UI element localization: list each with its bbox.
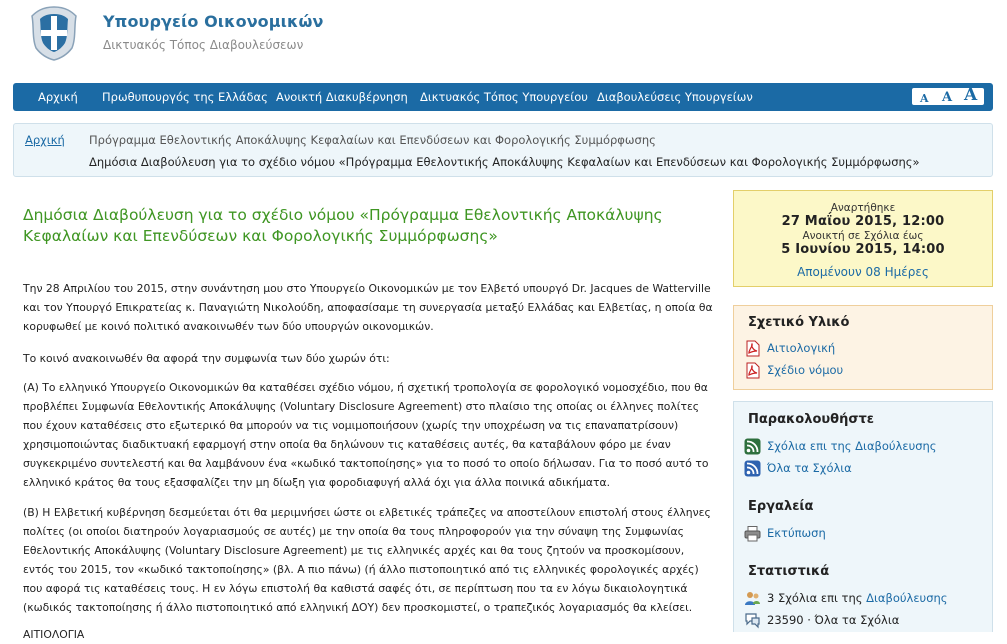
site-subtitle: Δικτυακός Τόπος Διαβουλεύσεων [103,38,304,52]
stats-all-comments-text: 23590 · Όλα τα Σχόλια [767,613,900,627]
posted-label: Αναρτήθηκε [830,202,896,214]
nav-item-ministry-site[interactable]: Δικτυακός Τόπος Υπουργείου [420,90,588,104]
article-paragraph-b: (Β) Η Ελβετική κυβέρνηση δεσμεύεται ότι θα μεριμνήσει ώστε οι ελβετικές τράπεζες να αποστείλουν επιστολή στους έλληνες πολίτες (οι οποίοι διατηρούν λογαριασμούς σε αυτές) με την οποία θα τους πληροφορούν για την σύναψη της Συμφωνίας Εθελοντικής Αποκάλυψης (Voluntary Disclosure Agreement) με τις ελληνικές αρχές και θα τους ζητούν να προσκομίσουν, εντός του 2015, τον «κωδικό τακτοποίησης» (βλ. Α πιο πάνω) (ή άλλο πιστοποιητικό από τις ελληνικές φορολογικές αρχές) που αφορά τις καταθέσεις τους. Η εν λόγω επιστολή θα καθιστά σαφές ότι, σε περίπτωση που τα εν λόγω δικαιολογητικά (κωδικός τακτοποίησης ή άλλο πιστοποιητικό από ελληνική ΔΟΥ) δεν προσκομιστεί, ο τραπεζικός λογαριασμός θα κλείσει. [23,506,711,614]
pdf-icon [744,362,761,379]
nav-item-open-government[interactable]: Ανοικτή Διακυβέρνηση [276,90,408,104]
greek-emblem-logo[interactable] [24,4,84,62]
stats-comments-text [767,591,948,605]
comments-icon [744,612,761,629]
page-title-line-2: Κεφαλαίων και Επενδύσεων και Φορολογικής Συμμόρφωσης» [23,227,498,245]
related-item-label[interactable]: Σχέδιο νόμου [767,363,844,377]
open-until-label: Ανοικτή σε Σχόλια έως [802,230,924,242]
print-label[interactable]: Εκτύπωση [767,526,826,540]
article-paragraph-rationale-heading: ΑΙΤΙΟΛΟΓΙΑ [23,628,85,641]
related-item-label[interactable]: Αιτιολογική [767,341,836,355]
article-paragraph-agreement: Το κοινό ανακοινωθέν θα αφορά την συμφωνία των δύο χωρών ότι: [23,352,390,365]
days-remaining-value: 08 [865,265,881,279]
site-header [0,0,1007,80]
nav-item-ministries-consultations[interactable]: Διαβουλεύσεις Υπουργείων [597,90,753,104]
rss-icon [744,460,761,477]
printer-icon [744,525,761,542]
follow-heading: Παρακολουθήστε [748,412,874,427]
font-size-switcher [912,85,984,105]
users-icon [744,590,761,607]
font-size-medium-button[interactable]: A [942,90,953,105]
related-material-box [733,305,993,390]
stats-comments-count: 3 Σχόλια επι της [767,591,863,605]
page-title-line-1: Δημόσια Διαβούλευση για το σχέδιο νόμου «Πρόγραμμα Εθελοντικής Αποκάλυψης [23,206,663,224]
open-until-date: 5 Ιουνίου 2015, 14:00 [781,242,945,257]
posted-date: 27 Μαΐου 2015, 12:00 [781,214,945,229]
breadcrumb-current-page: Δημόσια Διαβούλευση για το σχέδιο νόμου «Πρόγραμμα Εθελοντικής Αποκάλυψης Κεφαλαίων και Επενδύσεων και Φορολογικής Συμμόρφωσης» [89,155,920,169]
breadcrumb [13,123,993,177]
days-remaining-suffix: Ημέρες [884,265,929,279]
article-paragraph-a: (Α) Το ελληνικό Υπουργείο Οικονομικών θα καταθέσει σχέδιο νόμου, ή σχετική τροπολογία σε φορολογικό νομοσχέδιο, που θα προβλέπει Συμφωνία Εθελοντικής Αποκάλυψης (Voluntary Disclosure Agreement) στο πλαίσιο της οποίας οι έλληνες πολίτες που έχουν καταθέσεις στο εξωτερικό θα μπορούν να τις νομιμοποιήσουν (χωρίς την υποχρέωση να τις επαναπατρίσουν) χρησιμοποιώντας διαδικτυακή εφαρμογή στην οποία θα δηλώνουν τις καταθέσεις αυτές, θα καταβάλουν φόρο με έναν συγκεκριμένο συντελεστή και θα λαμβάνουν ένα «κωδικό τακτοποίησης» για το ποσό το οποίο δήλωσαν. Για το ποσό αυτό το ελληνικό κράτος θα τους εξασφαλίζει την μη δίωξη για φοροδιαφυγή αλλά όχι για άλλα ποινικά αδικήματα. [23,381,709,489]
sidebar-follow-box [733,401,993,632]
rss-icon [744,438,761,455]
breadcrumb-home-link[interactable]: Αρχική [25,133,65,147]
site-title[interactable]: Υπουργείο Οικονομικών [103,12,324,31]
days-remaining [734,265,992,279]
related-material-heading: Σχετικό Υλικό [748,315,850,330]
tools-heading: Εργαλεία [748,499,814,514]
article-content [23,205,713,641]
main-navbar [13,83,993,111]
font-size-small-button[interactable]: A [920,92,929,105]
pdf-icon [744,340,761,357]
statistics-heading: Στατιστικά [748,564,830,579]
nav-item-prime-minister[interactable]: Πρωθυπουργός της Ελλάδας [102,90,268,104]
follow-item-label[interactable]: Σχόλια επι της Διαβούλευσης [767,439,937,453]
page-title [23,205,713,247]
nav-item-home[interactable]: Αρχική [38,90,78,104]
article-paragraph-intro: Την 28 Απριλίου του 2015, στην συνάντηση μου στο Υπουργείο Οικονομικών με τον Ελβετό υπουργό Dr. Jacques de Watterville και τον Υπουργό Επικρατείας κ. Παναγιώτη Νικολούδη, αποφασίσαμε τη συνεργασία μεταξύ Ελλάδας και Ελβετίας, η οποία θα κορυφωθεί με κοινό πολιτικό ανακοινωθέν των δύο υπουργών οικονομικών. [23,282,713,333]
follow-item-label[interactable]: Όλα τα Σχόλια [767,461,852,475]
stats-consultation-link[interactable]: Διαβούλευσης [866,591,948,605]
font-size-large-button[interactable]: A [964,85,978,105]
breadcrumb-program-link[interactable]: Πρόγραμμα Εθελοντικής Αποκάλυψης Κεφαλαίων και Επενδύσεων και Φορολογικής Συμμόρφωσης [89,133,656,147]
consultation-dates-box [733,190,993,287]
days-remaining-prefix: Απομένουν [797,265,862,279]
